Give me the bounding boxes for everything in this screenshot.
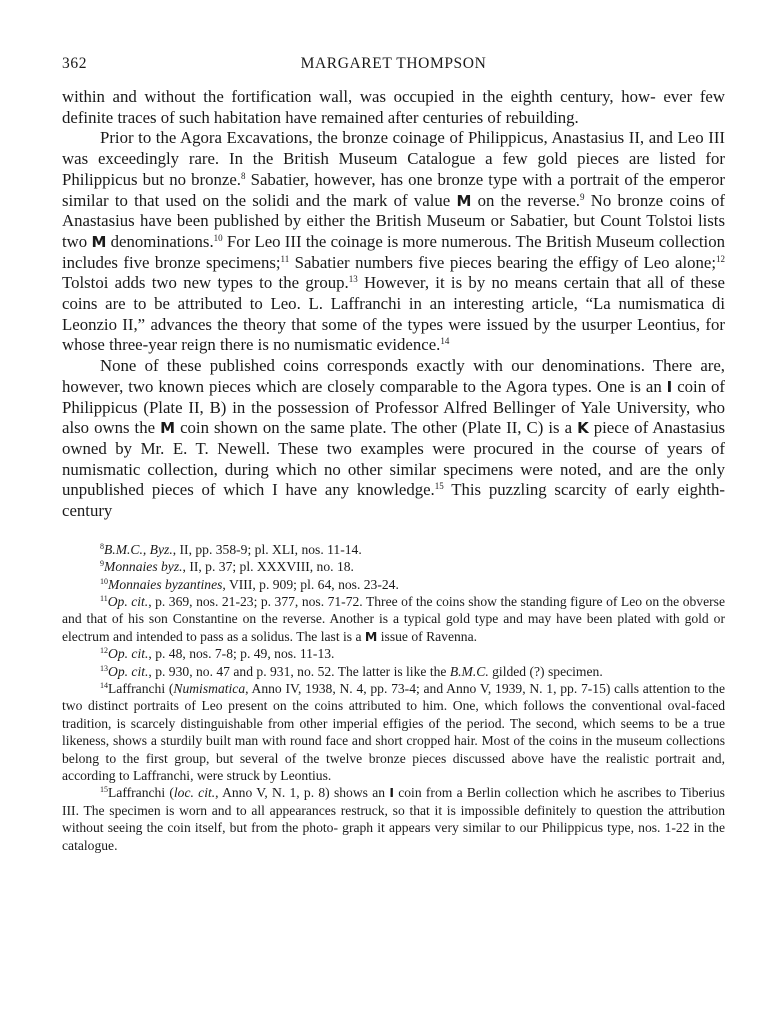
denomination-k-glyph: K [577,419,589,438]
footnote-ref-11[interactable]: 11 [280,253,290,264]
citation-title: loc. cit. [173,785,216,801]
footnote-text: , p. 48, nos. 7-8; p. 49, nos. 11-13. [148,646,335,662]
footnote-12 [62,645,725,662]
footnote-text: , VIII, p. 909; pl. 64, nos. 23-24. [222,576,399,592]
citation-title: Op. cit. [108,646,149,662]
denomination-i-glyph: I [666,377,673,396]
text-run: Sabatier numbers five pieces bearing the effigy of Leo alone; [289,252,717,272]
citation-title: Op. cit. [107,593,149,609]
footnote-text: , p. 930, no. 47 and p. 931, no. 52. The latter is like the [148,663,450,679]
text-run: on the reverse. [471,190,580,210]
footnote-number: 14 [100,681,108,691]
footnote-text: , II, p. 37; pl. XXXVIII, no. 18. [182,559,354,575]
citation-title: Op. cit. [108,663,149,679]
footnote-number: 8 [100,541,104,551]
footnote-text: , Anno V, N. 1, p. 8) shows an [215,785,390,801]
footnote-text: gilded (?) specimen. [488,663,603,679]
footnote-ref-8[interactable]: 8 [240,170,246,181]
denomination-i-glyph: I [389,785,394,801]
text-run: denominations. [106,231,214,251]
text-run: Tolstoi adds two new types to the group. [62,273,349,293]
paragraph-3 [62,356,725,522]
text-run: coin shown on the same plate. The other (Plate II, C) is a [175,418,578,438]
footnote-number: 13 [100,663,108,673]
footnote-number: 11 [100,593,108,603]
footnote-text: coin from a Berlin collection which he ascribes to Tiberius III. The specimen is worn and to all appearances restruck, so that it is impossible definitely to question the attribution without seeing the coin itself, but from the photo- graph it appears very similar to our Philippicus type, nos. 1-22 in the catalogue. [62,785,725,853]
footnote-13 [62,663,725,680]
denomination-m-glyph: M [456,191,472,210]
text-run: No bronze coins of Anastasius have been published by either the British Museum or Sabatier, but Count Tolstoi lists two [62,190,725,251]
footnote-ref-12[interactable]: 12 [716,253,726,264]
footnote-text: Laffranchi ( [108,785,174,801]
paragraph-2 [62,128,725,356]
text-run: This puzzling scarcity of early eighth-century [62,480,726,521]
page-number: 362 [62,55,88,72]
denomination-m-glyph: M [364,628,378,644]
text-run: Prior to the Agora Excavations, the bronze coinage of Philippicus, Anastasius II, and Leo III was exceedingly rare. In the British Museum Catalogue a few gold pieces are listed for Philippicus but no bronze. [62,128,725,189]
citation-title: Monnaies byzantines [108,576,223,592]
page [62,55,725,854]
denomination-m-glyph: M [160,419,176,438]
citation-title: B.M.C. [449,663,489,679]
citation-title: Numismatica [173,681,246,697]
footnote-text: , II, pp. 358-9; pl. XLI, nos. 11-14. [172,541,362,557]
footnote-text: issue of Ravenna. [377,628,478,644]
citation-title: Monnaies byz. [104,559,183,575]
footnote-text: , Anno IV, 1938, N. 4, pp. 73-4; and Anno V, 1939, N. 1, pp. 7-15) calls attention to the two distinct portraits of Leo present on the coins attributed to him. One, which follows the conventional oval-faced tradition, is scarcely distinguishable from other imperial effigies of the period. The second, which seems to be a true likeness, shows a sturdily built man with round face and short cropped hair. Most of the coins in the museum collections belong to the first group, but several of the twelve bronze pieces discussed above have the realistic portrait and, according to Laffranchi, were struck by Leontius. [62,681,725,784]
footnotes [62,541,725,854]
text-run: Sabatier, however, has one bronze type with a portrait of the emperor similar to that used on the solidi and the mark of value [62,169,726,210]
citation-title: B.M.C., Byz. [104,541,173,557]
footnote-number: 12 [100,646,108,656]
denomination-m-glyph: M [91,232,107,251]
footnote-number: 10 [100,576,108,586]
running-title: MARGARET THOMPSON [300,55,487,72]
main-text [62,87,725,522]
text-run: piece of Anastasius owned by Mr. E. T. Newell. These two examples were procured in the course of years of numismatic collection, during which no other similar specimens were noted, and are the only unpublished pieces of which I have any knowledge. [62,418,725,500]
footnote-9 [62,558,725,575]
footnote-14 [62,680,725,784]
footnote-8 [62,541,725,558]
footnote-number: 15 [100,785,108,795]
text-run: coin of Philippicus (Plate II, B) in the possession of Professor Alfred Bellinger of Yale University, who also owns the [62,376,726,438]
footnote-ref-13[interactable]: 13 [348,274,358,285]
footnote-15 [62,784,725,854]
footnote-ref-14[interactable]: 14 [440,336,450,347]
text-run: However, it is by no means certain that all of these coins are to be attributed to Leo. L. Laffranchi in an interesting article, “La numismatica di Leonzio II,” advances the theory that some of the types were issued by the usurper Leontius, for whose three-year reign there is no numismatic evidence. [62,273,725,355]
footnote-10 [62,576,725,593]
text-run: For Leo III the coinage is more numerous. The British Museum collection includes five bronze specimens; [62,231,725,272]
running-header [62,55,725,79]
text-run: None of these published coins corresponds exactly with our denominations. There are, however, two known pieces which are closely comparable to the Agora types. One is an [62,356,725,396]
footnote-ref-10[interactable]: 10 [213,232,223,243]
footnote-number: 9 [100,559,104,569]
paragraph-1: within and without the fortification wall, was occupied in the eighth century, how- ever few definite traces of such habitation have remained after centuries of rebuilding. [62,87,725,127]
footnote-ref-9[interactable]: 9 [580,191,585,202]
footnote-text: Laffranchi ( [108,681,174,697]
footnote-ref-15[interactable]: 15 [434,481,444,492]
footnote-11 [62,593,725,645]
footnote-text: , p. 369, nos. 21-23; p. 377, nos. 71-72. Three of the coins show the standing figure of Leo on the obverse and that of his son Constantine on the reverse. Another is a typical gold type and may have been plated with gold or electrum and intended to pass as a solidus. The last is a [62,593,725,644]
